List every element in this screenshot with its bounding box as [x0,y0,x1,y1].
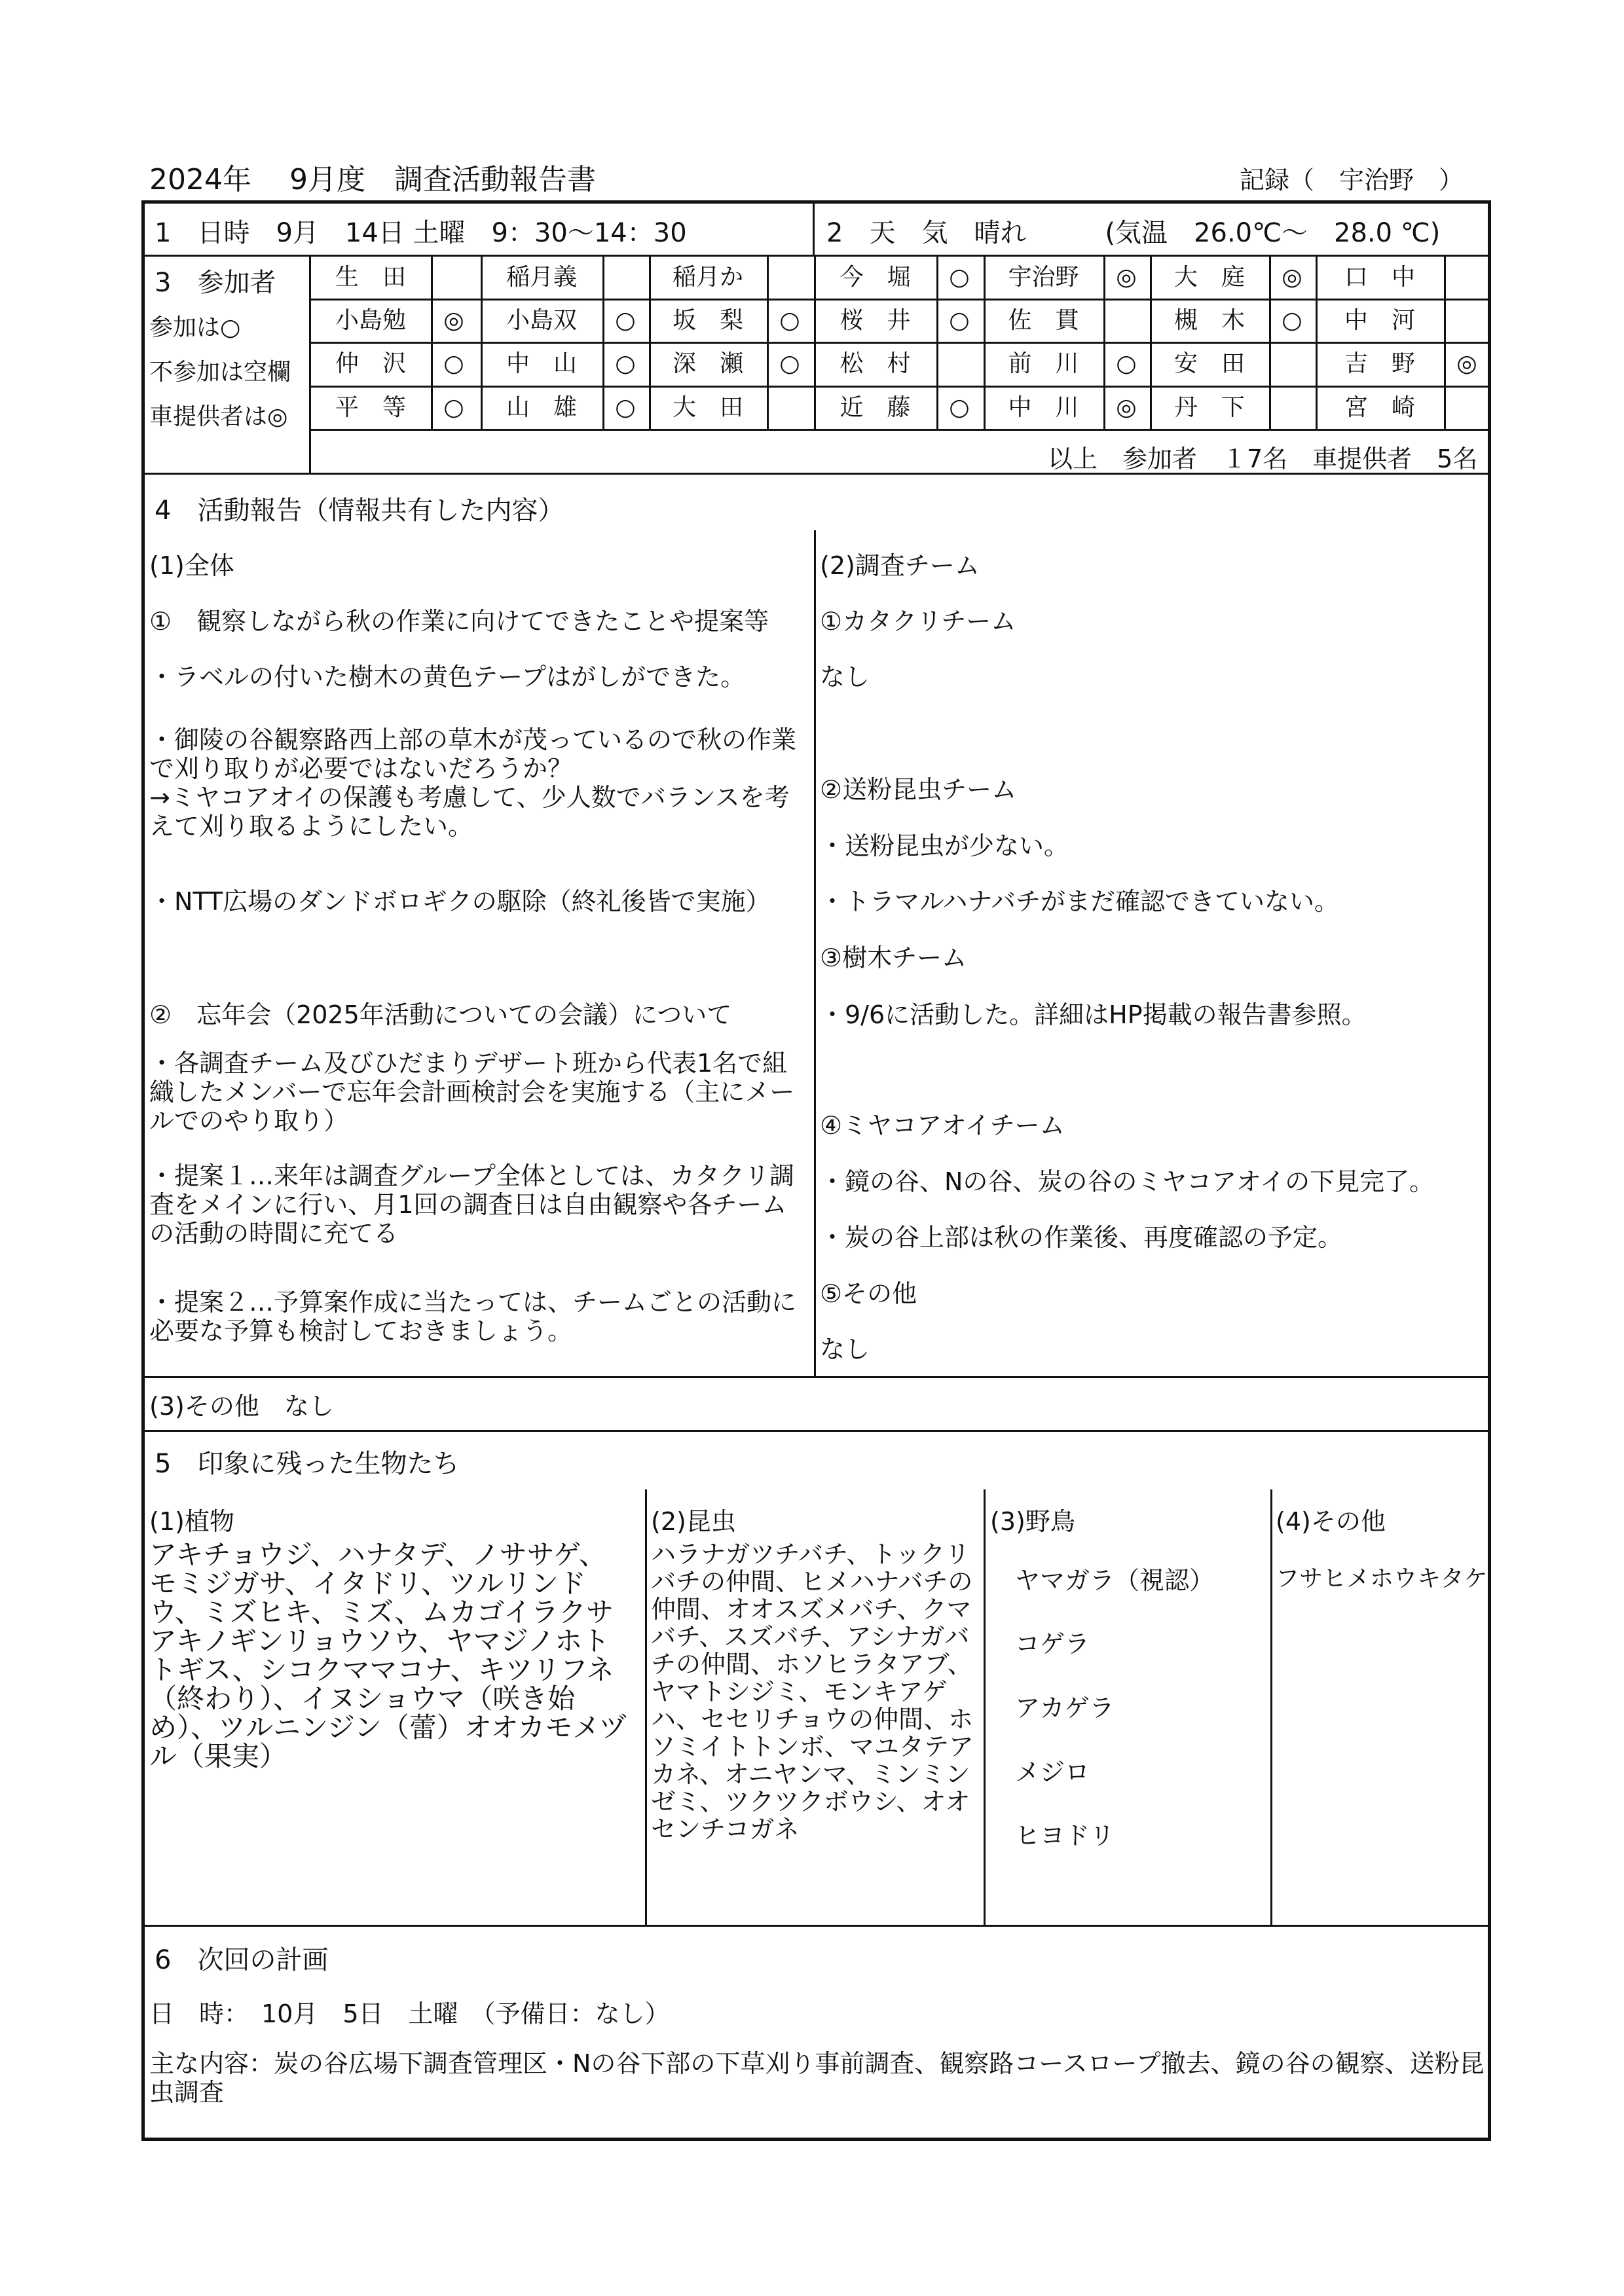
participants-title: 3 参加者 [155,268,276,298]
next-content: 主な内容：炭の谷広場下調査管理区・Nの谷下部の下草刈り事前調査、観察路コースロープ撤去、鏡の谷の観察、送粉昆虫調査 [149,2049,1485,2107]
participant-name: 小島双 [506,307,577,334]
legend-attend: 参加は○ [149,314,241,341]
team-miyako-b: ・炭の谷上部は秋の作業後、再度確認の予定。 [820,1223,1343,1252]
participant-name: 口 中 [1344,264,1415,291]
participant-mark [431,258,477,297]
participant-mark: ○ [949,394,970,421]
team-pollinator: ②送粉昆虫チーム [820,775,1017,804]
team-katakuri-note: なし [820,663,870,691]
participant-mark: ○ [1116,350,1137,377]
participant-mark [1269,388,1315,428]
participant-mark: ○ [779,350,800,377]
divider [143,255,1490,257]
participant-name: 山 雄 [506,394,577,421]
participant-name: 桜 井 [840,307,911,334]
participant-name: 深 瀬 [672,350,743,377]
overall-p3: ・NTT広場のダンドボロギクの駆除（終礼後皆で実施） [149,887,771,916]
participant-mark [1103,301,1149,340]
participant-name: 中 山 [506,350,577,377]
participant-name: 大 庭 [1173,264,1245,291]
divider [310,342,1490,344]
record-author: 記録（ 宇治野 ） [1240,166,1464,194]
team-tree: ③樹木チーム [820,943,967,972]
participant-mark [767,258,813,297]
participant-name: 槻 木 [1173,307,1245,334]
participant-name: 今 堀 [840,264,911,291]
participant-name: 松 村 [840,350,911,377]
participant-name: 平 等 [335,394,406,421]
participant-name: 前 川 [1008,350,1079,377]
team-pollinator-b: ・トラマルハナバチがまだ確認できていない。 [820,887,1340,916]
participant-mark: ◎ [1116,264,1137,291]
participant-mark [936,344,982,384]
birds-heading: (3)野鳥 [990,1507,1075,1536]
participant-mark: ○ [615,350,636,377]
divider [984,1489,986,1925]
divider [310,299,1490,301]
activity-title: 4 活動報告（情報共有した内容） [155,496,564,526]
overall-sub1: ① 観察しながら秋の作業に向けてできたことや提案等 [149,607,769,636]
participant-mark: ◎ [1282,264,1302,291]
others-heading: (4)その他 [1276,1507,1386,1536]
participant-name: 佐 貫 [1008,307,1079,334]
bird-item: メジロ [1015,1758,1090,1787]
participant-name: 生 田 [335,264,406,291]
others-list: フサヒメホウキタケ [1276,1565,1488,1592]
legend-absent: 不参加は空欄 [149,359,291,386]
participant-summary: 以上 参加者 １7名 車提供者 5名 [1048,445,1478,473]
participant-mark [1444,301,1490,340]
overall-p5: ・提案１…来年は調査グループ全体としては、カタクリ調査をメインに行い、月1回の調査日は自由観察や各チームの活動の時間に充てる [149,1161,794,1248]
divider [143,1376,1490,1378]
divider [310,429,1490,431]
overall-p1: ・ラベルの付いた樹木の黄色テープはがしができた。 [149,663,746,691]
teams-heading: (2)調査チーム [820,551,980,580]
bird-item: ヤマガラ（視認） [1015,1566,1215,1595]
team-other-note: なし [820,1335,870,1364]
divider [310,386,1490,388]
participant-name: 近 藤 [840,394,911,421]
team-pollinator-a: ・送粉昆虫が少ない。 [820,831,1069,860]
participant-mark: ○ [1282,307,1302,334]
participant-name: 稲月義 [506,264,577,291]
participant-name: 小島勉 [335,307,406,334]
bird-item: コゲラ [1015,1630,1090,1658]
participant-name: 中 河 [1344,307,1415,334]
team-miyako-a: ・鏡の谷、Nの谷、炭の谷のミヤコアオイの下見完了。 [820,1167,1435,1196]
participant-mark: ○ [949,264,970,291]
overall-p4: ・各調査チーム及びひだまりデザート班から代表1名で組織したメンバーで忘年会計画検討会を実施する（主にメールでのやり取り） [149,1049,795,1135]
participant-mark [1444,258,1490,297]
plants-list: アキチョウジ、ハナタデ、ノササゲ、モミジガサ、イタドリ、ツルリンドウ、ミズヒキ、ミズ、ムカゴイラクサ アキノギンリョウソウ、ヤマジノホトトギス、シコクママコナ、キツリフネ（終わり）、イヌショウマ（咲き始め）、ツルニンジン（蕾）オオカモメヅル（果実） [149,1539,627,1772]
participant-mark: ○ [615,394,636,421]
team-miyako: ④ミヤコアオイチーム [820,1111,1065,1140]
participant-name: 安 田 [1173,350,1245,377]
bird-item: ヒヨドリ [1015,1821,1115,1850]
divider [1270,1489,1272,1925]
overall-sub2: ② 忘年会（2025年活動についての会議）について [149,1000,732,1029]
participant-mark: ○ [949,307,970,334]
page-title: 2024年 9月度 調査活動報告書 [149,163,596,196]
participant-mark: ◎ [1116,394,1137,421]
plants-heading: (1)植物 [149,1507,234,1536]
insects-heading: (2)昆虫 [651,1507,736,1536]
team-katakuri: ①カタクリチーム [820,607,1016,636]
datetime: 1 日時 9月 14日 土曜 9：30～14：30 [155,218,687,248]
next-date: 日 時： 10月 5日 土曜 （予備日：なし） [149,1999,670,2028]
creatures-title: 5 印象に残った生物たち [155,1449,460,1479]
next-plan-title: 6 次回の計画 [155,1945,329,1975]
overall-heading: (1)全体 [149,551,234,580]
legend-car: 車提供者は◎ [149,403,288,430]
participant-mark [1269,344,1315,384]
participant-name: 大 田 [672,394,743,421]
participant-mark: ○ [615,307,636,334]
participant-name: 宇治野 [1008,264,1079,291]
other-section: (3)その他 なし [149,1392,334,1421]
divider [143,1925,1490,1927]
participant-mark: ◎ [443,307,464,334]
divider [814,530,816,1376]
team-other: ⑤その他 [820,1279,917,1308]
participant-name: 宮 崎 [1344,394,1415,421]
insects-list: ハラナガツチバチ、トックリバチの仲間、ヒメハナバチの仲間、オオスズメバチ、クマバチ、スズバチ、アシナガバチの仲間、ホソヒラタアブ、ヤマトシジミ、モンキアゲハ、セセリチョウの仲間、ホソミイトトンボ、マユタテアカネ、オニヤンマ、ミンミンゼミ、ツクツクボウシ、オオセンチコガネ [651,1540,974,1844]
divider [645,1489,647,1925]
divider [143,1430,1490,1432]
participant-name: 坂 梨 [672,307,743,334]
participant-mark: ○ [443,394,464,421]
participant-mark: ○ [443,350,464,377]
participant-mark: ◎ [1456,350,1477,377]
overall-p2: ・御陵の谷観察路西上部の草木が茂っているので秋の作業で刈り取りが必要ではないだろうか？ →ミヤコアオイの保護も考慮して、少人数でバランスを考えて刈り取るようにしたい。 [149,725,797,841]
participant-mark [1444,388,1490,428]
overall-p6: ・提案２…予算案作成に当たっては、チームごとの活動に必要な予算も検討しておきましょう。 [149,1288,797,1345]
participant-mark [602,258,648,297]
participant-name: 稲月か [672,264,743,291]
participant-mark: ○ [779,307,800,334]
participant-name: 仲 沢 [335,350,406,377]
divider [813,202,815,255]
weather: 2 天 気 晴れ (気温 26.0℃～ 28.0 ℃) [826,218,1441,248]
participant-name: 中 川 [1008,394,1079,421]
team-tree-a: ・9/6に活動した。詳細はHP掲載の報告書参照。 [820,1000,1367,1029]
participant-name: 丹 下 [1173,394,1245,421]
bird-item: アカゲラ [1015,1694,1115,1722]
divider [143,473,1490,475]
participant-name: 吉 野 [1344,350,1415,377]
participant-mark [767,388,813,428]
